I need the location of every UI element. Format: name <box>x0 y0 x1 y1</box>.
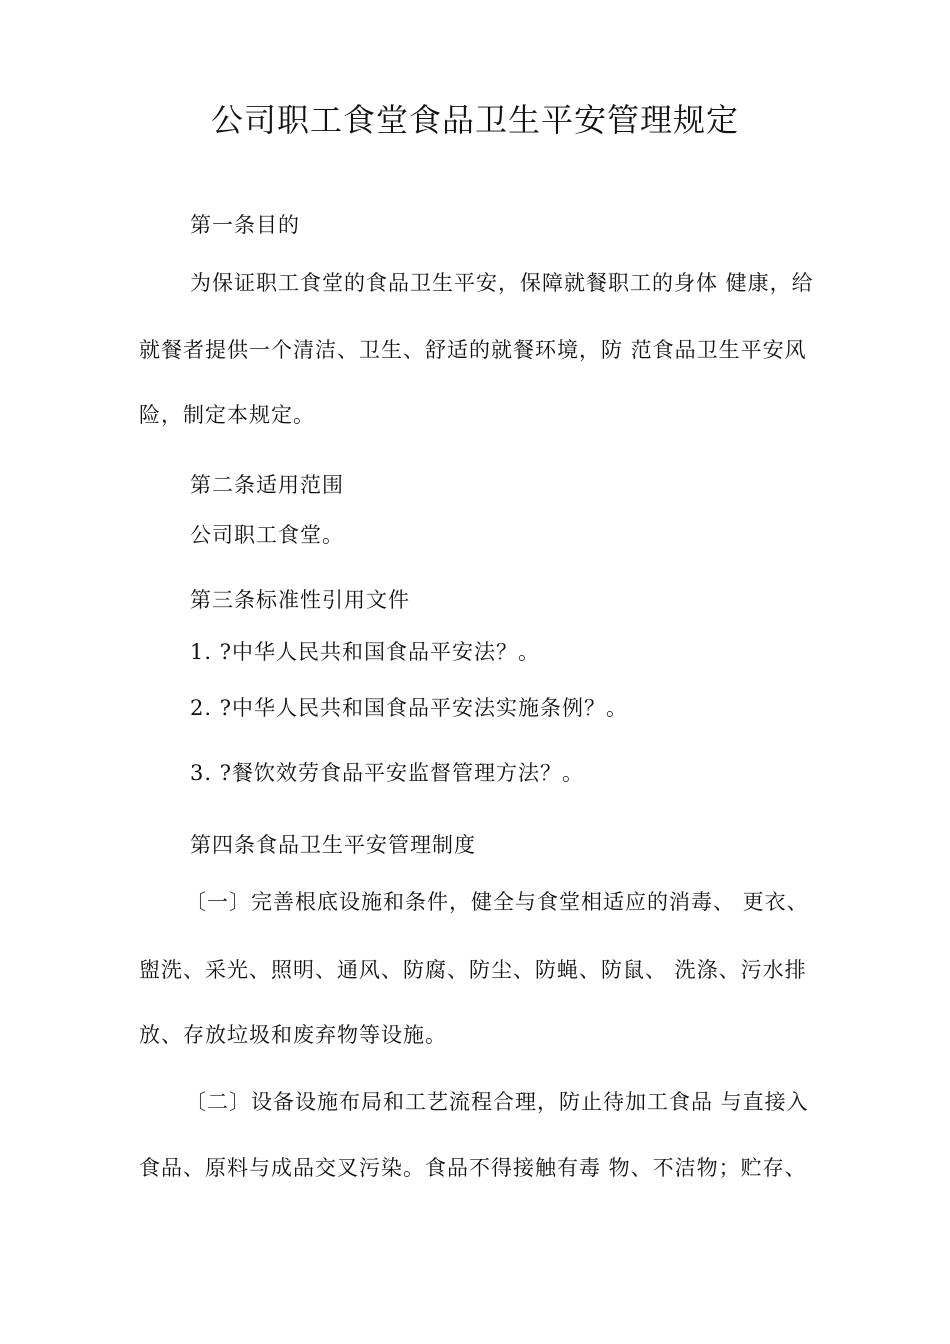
article-4-item-1-line-1: 〔一〕完善根底设施和条件，健全与食堂相适应的消毒、 更衣、 <box>185 890 809 914</box>
reference-item-2: 2. ?中华人民共和国食品平安法实施条例？。 <box>190 696 628 720</box>
reference-item-1: 1. ?中华人民共和国食品平安法？。 <box>190 640 540 664</box>
article-4-item-1-line-2: 盥洗、采光、照明、通风、防腐、防尘、防蝇、防鼠、 洗涤、污水排 <box>139 958 807 982</box>
article-2-heading: 第二条适用范围 <box>190 473 344 497</box>
article-1-text-line-1: 为保证职工食堂的食品卫生平安，保障就餐职工的身体 健康，给 <box>190 271 814 295</box>
article-2-text: 公司职工食堂。 <box>190 523 344 547</box>
article-1-text-line-2: 就餐者提供一个清洁、卫生、舒适的就餐环境，防 范食品卫生平安风 <box>139 338 807 362</box>
reference-item-3: 3. ?餐饮效劳食品平安监督管理方法？。 <box>190 761 584 785</box>
article-4-heading: 第四条食品卫生平安管理制度 <box>190 833 476 857</box>
article-4-item-1-line-3: 放、存放垃圾和废弃物等设施。 <box>139 1023 447 1047</box>
document-title: 公司职工食堂食品卫生平安管理规定 <box>210 101 739 139</box>
article-3-heading: 第三条标准性引用文件 <box>190 588 410 612</box>
article-4-item-2-line-1: 〔二〕设备设施布局和工艺流程合理，防止待加工食品 与直接入 <box>185 1090 809 1114</box>
article-1-text-line-3: 险，制定本规定。 <box>139 403 315 427</box>
article-1-heading: 第一条目的 <box>190 213 300 237</box>
article-4-item-2-line-2: 食品、原料与成品交叉污染。食品不得接触有毒 物、不洁物；贮存、 <box>139 1156 807 1180</box>
